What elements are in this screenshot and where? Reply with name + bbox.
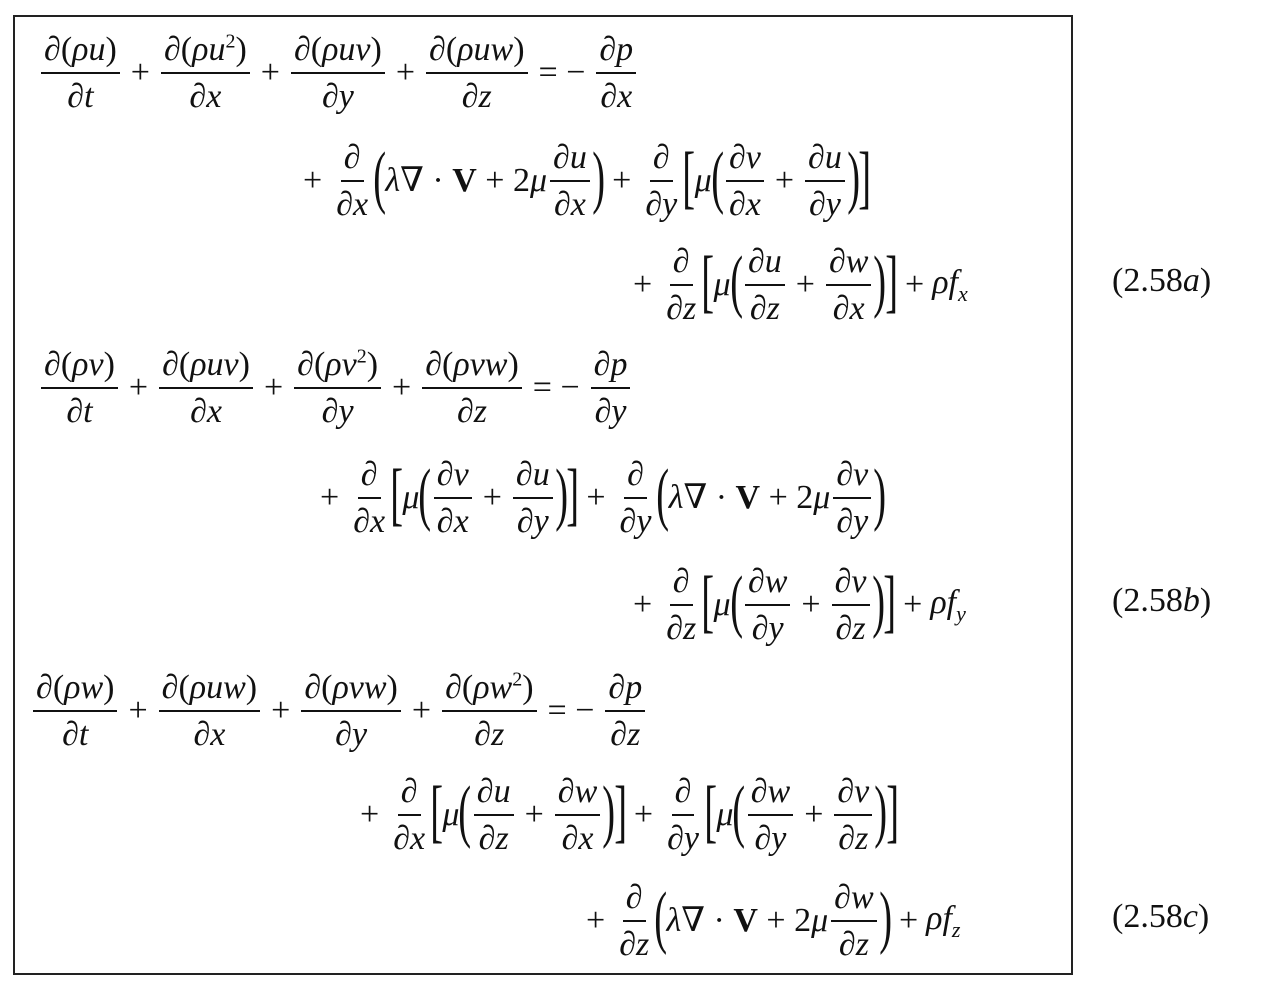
equation-tag-c: (2.58c): [1112, 898, 1210, 935]
eq-a-line-1: ∂(ρu) ∂t + $\frac{\partial(\rho u^2)}{\partial x}$ + ∂(ρuv) ∂y + ∂(ρuw) ∂z = − $\frac{\partial p}{\partial x}$: [38, 30, 639, 116]
eq-c-line-3: + ∂ ∂z ( λ∇ · V + 2μ ∂w ∂z ) + $\rho f_z$: [586, 879, 961, 964]
equation-tag-b: (2.58b): [1112, 582, 1212, 619]
eq-c-line-2: + ∂ ∂x [ μ ( ∂u ∂z + $\frac{\partial w}{\partial x}$ ) ] + ∂ ∂y [ μ ( ∂w ∂y + $\frac{\partial v}{\partial z}$ ) ]: [360, 773, 899, 858]
eq-b-line-1: ∂(ρv) ∂t + ∂(ρuv) ∂x + $\frac{\partial(\rho v^2)}{\partial y}$ + ∂(ρvw) ∂z = − $\frac{\partial p}{\partial y}$: [38, 345, 633, 431]
eq-b-line-2: + ∂ ∂x [ μ ( ∂v ∂x + $\frac{\partial u}{\partial y}$ ) ] + ∂ ∂y ( λ∇ · V + 2μ ∂v ∂y ): [320, 456, 887, 541]
eq-b-line-3: + ∂ ∂z [ μ ( ∂w ∂y + $\frac{\partial v}{\partial z}$ ) ] + $\rho f_y$: [633, 563, 966, 648]
eq-c-line-1: ∂(ρw) ∂t + ∂(ρuw) ∂x + ∂(ρvw) ∂y + $\frac{\partial(\rho w^2)}{\partial z}$ = − $\frac{\partial p}{\partial z}$: [30, 668, 648, 754]
equation-tag-a: (2.58a): [1112, 262, 1212, 299]
eq-a-line-2: + ∂ ∂x ( λ∇ · V + 2μ ∂u ∂x ) + ∂ ∂y [ μ ( ∂v ∂x + $\frac{\partial u}{\partial y}$ ) ]: [303, 139, 872, 224]
eq-a-line-3: + ∂ ∂z [ μ ( ∂u ∂z + $\frac{\partial w}{\partial x}$ ) ] + $\rho f_x$: [633, 243, 968, 328]
